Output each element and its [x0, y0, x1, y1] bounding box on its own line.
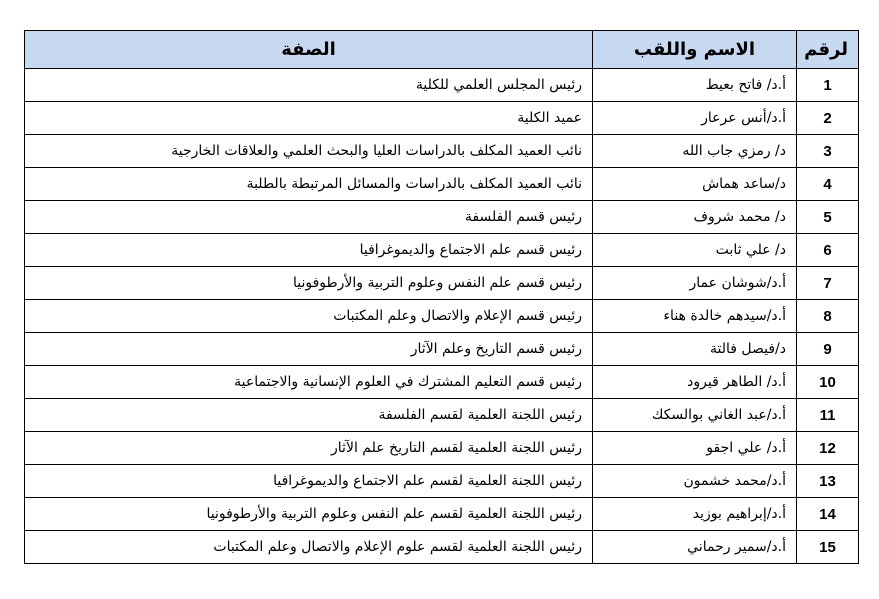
- header-role: الصفة: [25, 31, 593, 69]
- row-name-cell: أ.د/شوشان عمار: [593, 267, 797, 300]
- row-name-cell: أ.د/أنس عرعار: [593, 102, 797, 135]
- row-number-cell: 15: [797, 531, 859, 564]
- row-role-cell: رئيس قسم علم النفس وعلوم التربية والأرطوفونيا: [25, 267, 593, 300]
- row-name-cell: أ.د/عبد الغاني بوالسكك: [593, 399, 797, 432]
- table-row: [25, 366, 859, 399]
- row-name-cell: د/فيصل فالتة: [593, 333, 797, 366]
- row-role-cell: رئيس قسم التاريخ وعلم الآثار: [25, 333, 593, 366]
- row-role-cell: رئيس قسم علم الاجتماع والديموغرافيا: [25, 234, 593, 267]
- row-role-cell: رئيس اللجنة العلمية لقسم علم الاجتماع والديموغرافيا: [25, 465, 593, 498]
- row-number-cell: 14: [797, 498, 859, 531]
- table-row: [25, 432, 859, 465]
- row-name-cell: أ.د/محمد خشمون: [593, 465, 797, 498]
- members-table: [24, 30, 859, 564]
- row-role-cell: رئيس اللجنة العلمية لقسم علم النفس وعلوم التربية والأرطوفونيا: [25, 498, 593, 531]
- row-number-cell: 9: [797, 333, 859, 366]
- row-number-cell: 6: [797, 234, 859, 267]
- table-row: [25, 201, 859, 234]
- row-number-cell: 3: [797, 135, 859, 168]
- row-name-cell: د/ محمد شروف: [593, 201, 797, 234]
- table-row: [25, 234, 859, 267]
- table-row: [25, 333, 859, 366]
- header-row: [25, 31, 859, 69]
- row-role-cell: نائب العميد المكلف بالدراسات والمسائل المرتبطة بالطلبة: [25, 168, 593, 201]
- row-number-cell: 2: [797, 102, 859, 135]
- row-name-cell: أ.د/سمير رحماني: [593, 531, 797, 564]
- row-name-cell: أ.د/سيدهم خالدة هناء: [593, 300, 797, 333]
- row-name-cell: أ.د/إبراهيم بوزيد: [593, 498, 797, 531]
- row-number-cell: 1: [797, 69, 859, 102]
- table-row: [25, 102, 859, 135]
- row-number-cell: 11: [797, 399, 859, 432]
- table-row: [25, 300, 859, 333]
- header-number: لرقم: [797, 31, 859, 69]
- row-role-cell: نائب العميد المكلف بالدراسات العليا والبحث العلمي والعلاقات الخارجية: [25, 135, 593, 168]
- row-number-cell: 10: [797, 366, 859, 399]
- table-body: [25, 69, 859, 564]
- row-name-cell: أ.د/ علي اجقو: [593, 432, 797, 465]
- table-row: [25, 465, 859, 498]
- row-role-cell: رئيس اللجنة العلمية لقسم علوم الإعلام والاتصال وعلم المكتبات: [25, 531, 593, 564]
- table-row: [25, 135, 859, 168]
- table-header: [25, 31, 859, 69]
- row-role-cell: رئيس قسم الإعلام والاتصال وعلم المكتبات: [25, 300, 593, 333]
- row-role-cell: رئيس قسم الفلسفة: [25, 201, 593, 234]
- row-name-cell: د/ رمزي جاب الله: [593, 135, 797, 168]
- table-row: [25, 531, 859, 564]
- header-name: الاسم واللقب: [593, 31, 797, 69]
- document-page: [24, 30, 858, 564]
- row-role-cell: رئيس المجلس العلمي للكلية: [25, 69, 593, 102]
- row-name-cell: د/ساعد هماش: [593, 168, 797, 201]
- row-name-cell: أ.د/ الطاهر قيرود: [593, 366, 797, 399]
- row-role-cell: رئيس اللجنة العلمية لقسم الفلسفة: [25, 399, 593, 432]
- row-role-cell: رئيس اللجنة العلمية لقسم التاريخ علم الآثار: [25, 432, 593, 465]
- row-number-cell: 8: [797, 300, 859, 333]
- table-row: [25, 498, 859, 531]
- table-row: [25, 69, 859, 102]
- row-name-cell: أ.د/ فاتح بعيط: [593, 69, 797, 102]
- table-row: [25, 267, 859, 300]
- row-number-cell: 12: [797, 432, 859, 465]
- row-number-cell: 5: [797, 201, 859, 234]
- table-row: [25, 168, 859, 201]
- row-number-cell: 4: [797, 168, 859, 201]
- table-row: [25, 399, 859, 432]
- row-role-cell: رئيس قسم التعليم المشترك في العلوم الإنسانية والاجتماعية: [25, 366, 593, 399]
- row-number-cell: 7: [797, 267, 859, 300]
- row-name-cell: د/ علي ثابت: [593, 234, 797, 267]
- row-role-cell: عميد الكلية: [25, 102, 593, 135]
- row-number-cell: 13: [797, 465, 859, 498]
